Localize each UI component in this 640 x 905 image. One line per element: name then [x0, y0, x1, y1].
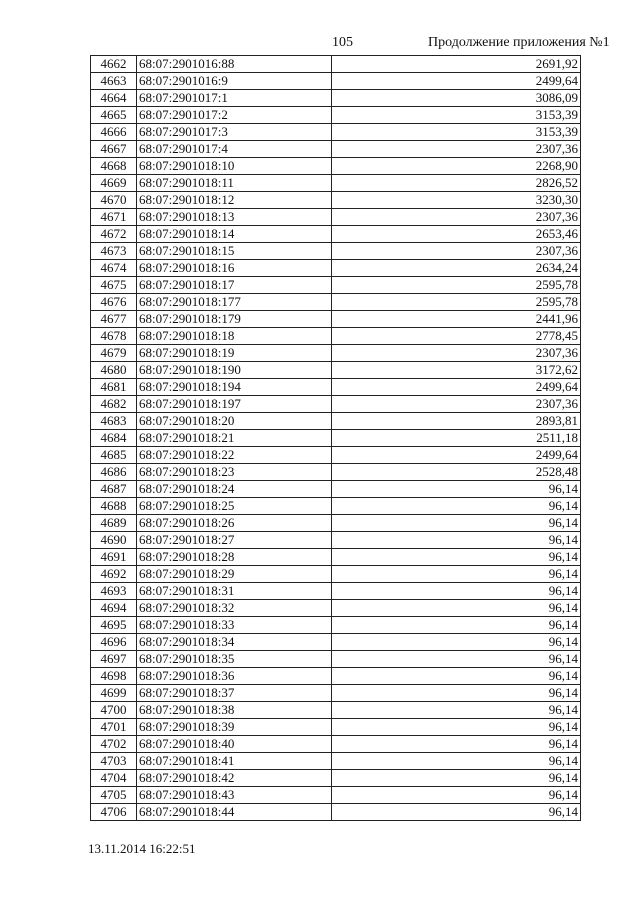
row-number-cell: 4672 [91, 226, 137, 243]
table-row [91, 294, 581, 311]
value-cell: 2307,36 [332, 345, 581, 362]
value-cell: 3230,30 [332, 192, 581, 209]
row-number-cell: 4680 [91, 362, 137, 379]
page-number: 105 [332, 35, 353, 50]
cadastral-number-cell: 68:07:2901018:13 [137, 209, 332, 226]
row-number-cell: 4701 [91, 719, 137, 736]
row-number-cell: 4676 [91, 294, 137, 311]
page-caption: Продолжение приложения №1 [428, 35, 610, 50]
row-number-cell: 4697 [91, 651, 137, 668]
row-number-cell: 4668 [91, 158, 137, 175]
row-number-cell: 4700 [91, 702, 137, 719]
cadastral-number-cell: 68:07:2901018:24 [137, 481, 332, 498]
value-cell: 2595,78 [332, 294, 581, 311]
row-number-cell: 4696 [91, 634, 137, 651]
table-row [91, 379, 581, 396]
table-row [91, 804, 581, 821]
row-number-cell: 4674 [91, 260, 137, 277]
cadastral-number-cell: 68:07:2901017:1 [137, 90, 332, 107]
table-row [91, 668, 581, 685]
table-row [91, 260, 581, 277]
row-number-cell: 4703 [91, 753, 137, 770]
value-cell: 2511,18 [332, 430, 581, 447]
cadastral-number-cell: 68:07:2901018:17 [137, 277, 332, 294]
value-cell: 2499,64 [332, 379, 581, 396]
cadastral-number-cell: 68:07:2901018:33 [137, 617, 332, 634]
cadastral-number-cell: 68:07:2901016:9 [137, 73, 332, 90]
table-row [91, 685, 581, 702]
value-cell: 2691,92 [332, 56, 581, 73]
row-number-cell: 4679 [91, 345, 137, 362]
row-number-cell: 4705 [91, 787, 137, 804]
row-number-cell: 4702 [91, 736, 137, 753]
value-cell: 96,14 [332, 685, 581, 702]
row-number-cell: 4684 [91, 430, 137, 447]
cadastral-number-cell: 68:07:2901018:32 [137, 600, 332, 617]
row-number-cell: 4690 [91, 532, 137, 549]
table-row [91, 481, 581, 498]
table-row [91, 549, 581, 566]
cadastral-number-cell: 68:07:2901018:22 [137, 447, 332, 464]
table-row [91, 226, 581, 243]
table-row [91, 396, 581, 413]
row-number-cell: 4675 [91, 277, 137, 294]
row-number-cell: 4677 [91, 311, 137, 328]
table-row [91, 124, 581, 141]
table-row [91, 209, 581, 226]
row-number-cell: 4691 [91, 549, 137, 566]
cadastral-number-cell: 68:07:2901018:19 [137, 345, 332, 362]
table-row [91, 107, 581, 124]
value-cell: 2441,96 [332, 311, 581, 328]
value-cell: 2307,36 [332, 396, 581, 413]
row-number-cell: 4662 [91, 56, 137, 73]
table-row [91, 362, 581, 379]
table-row [91, 345, 581, 362]
value-cell: 96,14 [332, 600, 581, 617]
cadastral-number-cell: 68:07:2901018:36 [137, 668, 332, 685]
value-cell: 2653,46 [332, 226, 581, 243]
row-number-cell: 4687 [91, 481, 137, 498]
row-number-cell: 4682 [91, 396, 137, 413]
table-row [91, 634, 581, 651]
cadastral-number-cell: 68:07:2901018:34 [137, 634, 332, 651]
cadastral-number-cell: 68:07:2901018:42 [137, 770, 332, 787]
table-row [91, 158, 581, 175]
table-row [91, 73, 581, 90]
registry-table-body [91, 56, 581, 821]
value-cell: 2826,52 [332, 175, 581, 192]
registry-table [90, 55, 581, 821]
value-cell: 96,14 [332, 804, 581, 821]
table-row [91, 90, 581, 107]
cadastral-number-cell: 68:07:2901018:28 [137, 549, 332, 566]
row-number-cell: 4665 [91, 107, 137, 124]
row-number-cell: 4692 [91, 566, 137, 583]
row-number-cell: 4704 [91, 770, 137, 787]
value-cell: 2499,64 [332, 447, 581, 464]
table-row [91, 583, 581, 600]
value-cell: 2307,36 [332, 243, 581, 260]
row-number-cell: 4666 [91, 124, 137, 141]
cadastral-number-cell: 68:07:2901018:20 [137, 413, 332, 430]
table-row [91, 566, 581, 583]
value-cell: 96,14 [332, 634, 581, 651]
row-number-cell: 4670 [91, 192, 137, 209]
row-number-cell: 4698 [91, 668, 137, 685]
table-row [91, 532, 581, 549]
table-row [91, 464, 581, 481]
cadastral-number-cell: 68:07:2901018:38 [137, 702, 332, 719]
table-row [91, 702, 581, 719]
value-cell: 2307,36 [332, 209, 581, 226]
table-row [91, 617, 581, 634]
table-row [91, 413, 581, 430]
row-number-cell: 4678 [91, 328, 137, 345]
value-cell: 96,14 [332, 583, 581, 600]
cadastral-number-cell: 68:07:2901018:26 [137, 515, 332, 532]
cadastral-number-cell: 68:07:2901017:2 [137, 107, 332, 124]
cadastral-number-cell: 68:07:2901018:14 [137, 226, 332, 243]
table-row [91, 770, 581, 787]
cadastral-number-cell: 68:07:2901018:27 [137, 532, 332, 549]
cadastral-number-cell: 68:07:2901018:18 [137, 328, 332, 345]
value-cell: 2893,81 [332, 413, 581, 430]
row-number-cell: 4664 [91, 90, 137, 107]
table-row [91, 651, 581, 668]
table-row [91, 277, 581, 294]
cadastral-number-cell: 68:07:2901018:39 [137, 719, 332, 736]
row-number-cell: 4706 [91, 804, 137, 821]
value-cell: 96,14 [332, 498, 581, 515]
value-cell: 2595,78 [332, 277, 581, 294]
cadastral-number-cell: 68:07:2901018:35 [137, 651, 332, 668]
row-number-cell: 4686 [91, 464, 137, 481]
cadastral-number-cell: 68:07:2901018:10 [137, 158, 332, 175]
cadastral-number-cell: 68:07:2901018:190 [137, 362, 332, 379]
table-row [91, 719, 581, 736]
cadastral-number-cell: 68:07:2901018:37 [137, 685, 332, 702]
cadastral-number-cell: 68:07:2901018:40 [137, 736, 332, 753]
row-number-cell: 4667 [91, 141, 137, 158]
value-cell: 2499,64 [332, 73, 581, 90]
cadastral-number-cell: 68:07:2901018:197 [137, 396, 332, 413]
value-cell: 2634,24 [332, 260, 581, 277]
value-cell: 3153,39 [332, 107, 581, 124]
table-row [91, 175, 581, 192]
value-cell: 96,14 [332, 736, 581, 753]
value-cell: 3086,09 [332, 90, 581, 107]
table-row [91, 311, 581, 328]
row-number-cell: 4699 [91, 685, 137, 702]
row-number-cell: 4673 [91, 243, 137, 260]
row-number-cell: 4685 [91, 447, 137, 464]
cadastral-number-cell: 68:07:2901018:43 [137, 787, 332, 804]
value-cell: 96,14 [332, 719, 581, 736]
table-row [91, 787, 581, 804]
cadastral-number-cell: 68:07:2901018:15 [137, 243, 332, 260]
cadastral-number-cell: 68:07:2901018:11 [137, 175, 332, 192]
cadastral-number-cell: 68:07:2901017:4 [137, 141, 332, 158]
table-row [91, 243, 581, 260]
table-row [91, 328, 581, 345]
table-row [91, 141, 581, 158]
value-cell: 96,14 [332, 549, 581, 566]
row-number-cell: 4663 [91, 73, 137, 90]
value-cell: 2778,45 [332, 328, 581, 345]
row-number-cell: 4694 [91, 600, 137, 617]
value-cell: 3153,39 [332, 124, 581, 141]
table-row [91, 447, 581, 464]
value-cell: 96,14 [332, 532, 581, 549]
row-number-cell: 4693 [91, 583, 137, 600]
value-cell: 96,14 [332, 753, 581, 770]
value-cell: 3172,62 [332, 362, 581, 379]
value-cell: 96,14 [332, 668, 581, 685]
cadastral-number-cell: 68:07:2901018:194 [137, 379, 332, 396]
value-cell: 2268,90 [332, 158, 581, 175]
cadastral-number-cell: 68:07:2901018:177 [137, 294, 332, 311]
cadastral-number-cell: 68:07:2901016:88 [137, 56, 332, 73]
print-timestamp: 13.11.2014 16:22:51 [88, 841, 196, 856]
table-row [91, 736, 581, 753]
table-row [91, 430, 581, 447]
table-row [91, 753, 581, 770]
table-row [91, 498, 581, 515]
cadastral-number-cell: 68:07:2901018:12 [137, 192, 332, 209]
value-cell: 96,14 [332, 702, 581, 719]
cadastral-number-cell: 68:07:2901017:3 [137, 124, 332, 141]
cadastral-number-cell: 68:07:2901018:31 [137, 583, 332, 600]
row-number-cell: 4681 [91, 379, 137, 396]
row-number-cell: 4695 [91, 617, 137, 634]
row-number-cell: 4683 [91, 413, 137, 430]
value-cell: 96,14 [332, 787, 581, 804]
value-cell: 96,14 [332, 515, 581, 532]
row-number-cell: 4688 [91, 498, 137, 515]
value-cell: 96,14 [332, 617, 581, 634]
cadastral-number-cell: 68:07:2901018:16 [137, 260, 332, 277]
table-row [91, 192, 581, 209]
cadastral-number-cell: 68:07:2901018:25 [137, 498, 332, 515]
row-number-cell: 4689 [91, 515, 137, 532]
row-number-cell: 4669 [91, 175, 137, 192]
table-row [91, 600, 581, 617]
value-cell: 96,14 [332, 651, 581, 668]
cadastral-number-cell: 68:07:2901018:44 [137, 804, 332, 821]
cadastral-number-cell: 68:07:2901018:23 [137, 464, 332, 481]
cadastral-number-cell: 68:07:2901018:29 [137, 566, 332, 583]
value-cell: 96,14 [332, 481, 581, 498]
cadastral-number-cell: 68:07:2901018:41 [137, 753, 332, 770]
cadastral-number-cell: 68:07:2901018:21 [137, 430, 332, 447]
cadastral-number-cell: 68:07:2901018:179 [137, 311, 332, 328]
value-cell: 96,14 [332, 566, 581, 583]
value-cell: 96,14 [332, 770, 581, 787]
table-row [91, 56, 581, 73]
table-row [91, 515, 581, 532]
value-cell: 2307,36 [332, 141, 581, 158]
value-cell: 2528,48 [332, 464, 581, 481]
row-number-cell: 4671 [91, 209, 137, 226]
